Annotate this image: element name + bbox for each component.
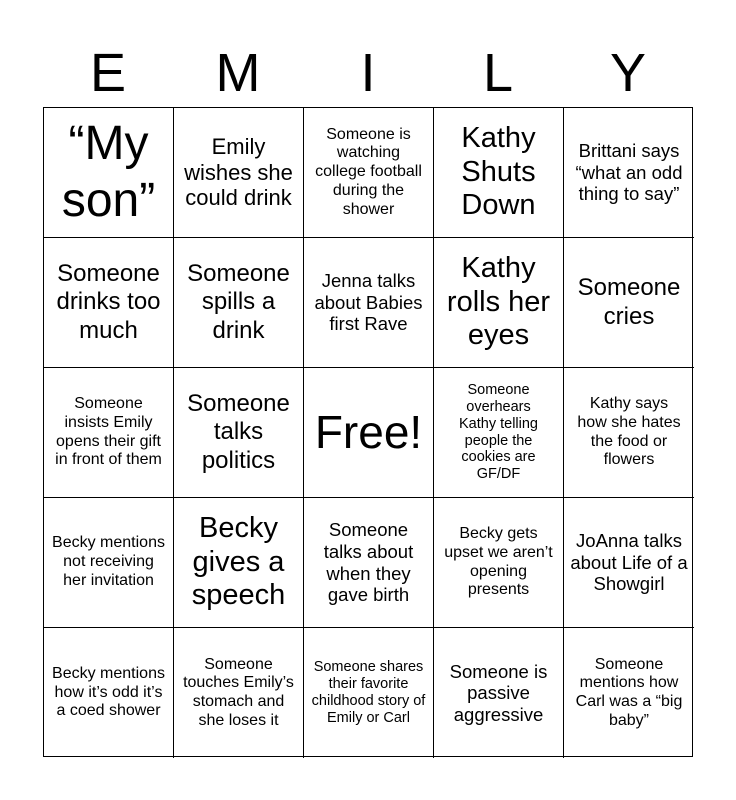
bingo-cell[interactable] [174, 238, 304, 368]
bingo-cell[interactable] [564, 498, 694, 628]
cell-text: Someone spills a drink [187, 260, 290, 344]
cell-text: Someone drinks too much [56, 260, 161, 344]
cell-text: Becky gets upset we aren’t opening presents [444, 525, 553, 599]
bingo-board [43, 107, 693, 757]
cell-text: Becky gives a speech [191, 511, 286, 612]
header-letter: L [482, 43, 514, 103]
bingo-cell[interactable] [564, 108, 694, 238]
cell-text: Someone insists Emily opens their gift in front of them [55, 395, 162, 469]
header-letter: I [360, 43, 376, 103]
bingo-cell[interactable] [304, 628, 434, 758]
cell-text: Brittani says “what an odd thing to say” [575, 140, 683, 205]
bingo-cell[interactable] [304, 238, 434, 368]
bingo-cell[interactable] [44, 628, 174, 758]
header-letter: M [215, 43, 261, 103]
cell-text: Someone shares their favorite childhood story of Emily or Carl [311, 659, 426, 726]
bingo-cell[interactable] [44, 368, 174, 498]
bingo-cell[interactable] [304, 108, 434, 238]
bingo-cell[interactable] [174, 498, 304, 628]
bingo-cell[interactable] [434, 108, 564, 238]
bingo-cell[interactable] [564, 628, 694, 758]
bingo-cell[interactable] [434, 238, 564, 368]
bingo-cell[interactable] [44, 238, 174, 368]
cell-text: Emily wishes she could drink [184, 133, 293, 211]
cell-text: Someone is watching college football during the shower [315, 125, 422, 218]
cell-text: Someone talks politics [187, 390, 290, 474]
bingo-cell[interactable] [44, 108, 174, 238]
bingo-cell[interactable] [564, 368, 694, 498]
cell-text: Jenna talks about Babies first Rave [314, 270, 423, 335]
cell-text: Someone overhears Kathy telling people the cookies are GF/DF [459, 381, 538, 483]
cell-text: Someone is passive aggressive [449, 660, 548, 725]
header-letter: E [89, 43, 127, 103]
bingo-cell[interactable] [174, 628, 304, 758]
cell-text: Kathy rolls her eyes [446, 251, 551, 352]
cell-text: Someone mentions how Carl was a “big baby” [575, 655, 683, 729]
header-letter: Y [609, 43, 647, 103]
cell-text: Becky mentions not receiving her invitation [52, 534, 165, 589]
cell-text: Someone cries [577, 274, 681, 330]
bingo-cell[interactable] [434, 628, 564, 758]
bingo-header [43, 42, 693, 104]
cell-text: JoAnna talks about Life of a Showgirl [570, 530, 688, 595]
bingo-cell[interactable] [44, 498, 174, 628]
cell-text: Someone talks about when they gave birth [323, 519, 414, 606]
cell-text: Kathy says how she hates the food or flowers [577, 395, 681, 469]
cell-text: “My son” [61, 117, 156, 227]
bingo-cell[interactable] [434, 498, 564, 628]
bingo-cell[interactable] [564, 238, 694, 368]
cell-text: Kathy Shuts Down [461, 121, 536, 222]
free-space-text: Free! [314, 405, 423, 458]
bingo-cell[interactable] [304, 498, 434, 628]
free-space-cell[interactable] [304, 368, 434, 498]
cell-text: Someone touches Emily’s stomach and she loses it [183, 655, 294, 729]
bingo-cell[interactable] [174, 108, 304, 238]
bingo-cell[interactable] [174, 368, 304, 498]
bingo-cell[interactable] [434, 368, 564, 498]
cell-text: Becky mentions how it’s odd it’s a coed shower [52, 664, 165, 720]
